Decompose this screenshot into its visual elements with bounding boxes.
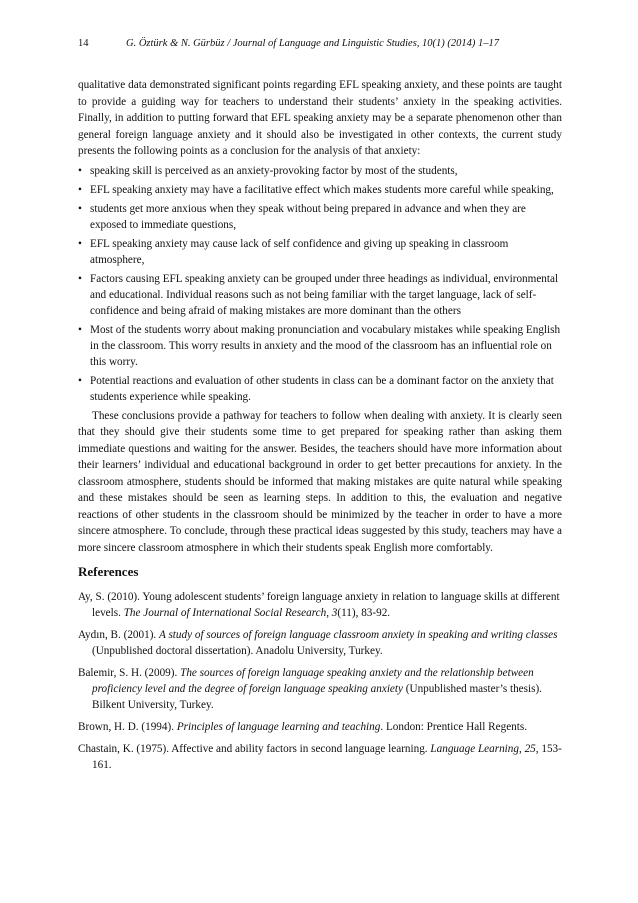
reference-volume: 3 [331,606,338,619]
reference-entry [78,665,562,713]
page-number: 14 [78,38,89,49]
list-item [78,201,562,233]
reference-text: , [326,606,332,619]
reference-text: . London: Prentice Hall Regents. [380,720,528,733]
reference-text: Aydın, B. (2001). [78,628,160,641]
list-item-text: students get more anxious when they speak without being prepared in advance and when they are exposed to immediate questions, [90,202,526,231]
bullet-icon: • [78,202,82,215]
bullet-icon: • [78,323,82,336]
bullet-icon: • [78,272,82,285]
reference-entry [78,627,562,659]
article-body [78,77,562,779]
running-head: G. Öztürk & N. Gürbüz / Journal of Language and Linguistic Studies, 10(1) (2014) 1–17 [126,38,500,49]
reference-text: (Unpublished master’s thesis). Bilkent University, Turkey. [92,682,542,711]
reference-volume: 25 [524,742,536,755]
bullet-icon: • [78,374,82,387]
reference-text: , 153-161. [92,742,562,771]
intro-paragraph: qualitative data demonstrated significant points regarding EFL speaking anxiety, and these points are taught to provide a guiding way for teachers to understand their students’ anxiety in the speaking activities. Finally, in addition to putting forward that EFL speaking anxiety may be a separate phenomenon other than general foreign language anxiety and it should also be investigated in other contexts, the current study presents the following points as a conclusion for the analysis of that anxiety: [78,79,562,157]
conclusion-paragraph: These conclusions provide a pathway for teachers to follow when dealing with anxiety. It is clearly seen that they should give their students some time to get prepared for speaking rather than asking them immediate questions and waiting for the answer. Besides, the teachers should have more information about their learners’ individual and educational background in order to get better precautions for anxiety. In the classroom atmosphere, students should be informed that making mistakes are quite natural while speaking and these mistakes should be seen as learning steps. In addition to this, the evaluation and negative reactions of other students in the classroom should be minimized by the teacher in order to have a more sincere atmosphere. To conclude, through these practical ideas suggested by this study, teachers may have a more sincere classroom atmosphere in which their students speak English more comfortably. [78,409,562,554]
references-list [78,589,562,773]
list-item [78,182,562,198]
list-item-text: Most of the students worry about making pronunciation and vocabulary mistakes while speaking English in the classroom. This worry results in anxiety and the mood of the classroom has an influential role on this worry. [90,323,561,368]
bullet-icon: • [78,164,82,177]
list-item [78,236,562,268]
reference-text: , [518,742,525,755]
list-item [78,322,562,370]
list-item [78,271,562,319]
bullet-icon: • [78,183,82,196]
reference-title: The sources of foreign language speaking anxiety and the relationship between proficiency level and the degree of foreign language speaking anxiety [92,666,534,695]
references-heading: References [78,564,139,579]
reference-title: Principles of language learning and teaching [176,720,381,733]
reference-title: A study of sources of foreign language classroom anxiety in speaking and writing classes [159,628,558,641]
reference-text: Ay, S. (2010). Young adolescent students’ foreign language anxiety in relation to language skills at different levels. [78,590,560,619]
list-item-text: Potential reactions and evaluation of other students in class can be a dominant factor on the anxiety that students experience while speaking. [90,374,554,403]
list-item [78,373,562,405]
reference-title: Language Learning [430,742,519,755]
reference-text: Chastain, K. (1975). Affective and ability factors in second language learning. [78,742,431,755]
reference-title: The Journal of International Social Research [123,606,327,619]
list-item-text: speaking skill is perceived as an anxiety-provoking factor by most of the students, [90,164,458,177]
list-item [78,163,562,179]
reference-text: (Unpublished doctoral dissertation). Anadolu University, Turkey. [92,644,383,657]
reference-entry [78,589,562,621]
list-item-text: EFL speaking anxiety may have a facilitative effect which makes students more careful while speaking, [90,183,554,196]
list-item-text: Factors causing EFL speaking anxiety can be grouped under three headings as individual, environmental and educational. Individual reasons such as not being familiar with the target language, lack of self-confidence and being afraid of making mistakes are more dominant than the others [90,272,559,317]
conclusion-points-list [78,163,562,405]
reference-text: Balemir, S. H. (2009). [78,666,181,679]
reference-entry [78,719,562,735]
reference-text: Brown, H. D. (1994). [78,720,177,733]
reference-entry [78,741,562,773]
bullet-icon: • [78,237,82,250]
reference-text: (11), 83-92. [337,606,391,619]
list-item-text: EFL speaking anxiety may cause lack of self confidence and giving up speaking in classroom atmosphere, [90,237,509,266]
